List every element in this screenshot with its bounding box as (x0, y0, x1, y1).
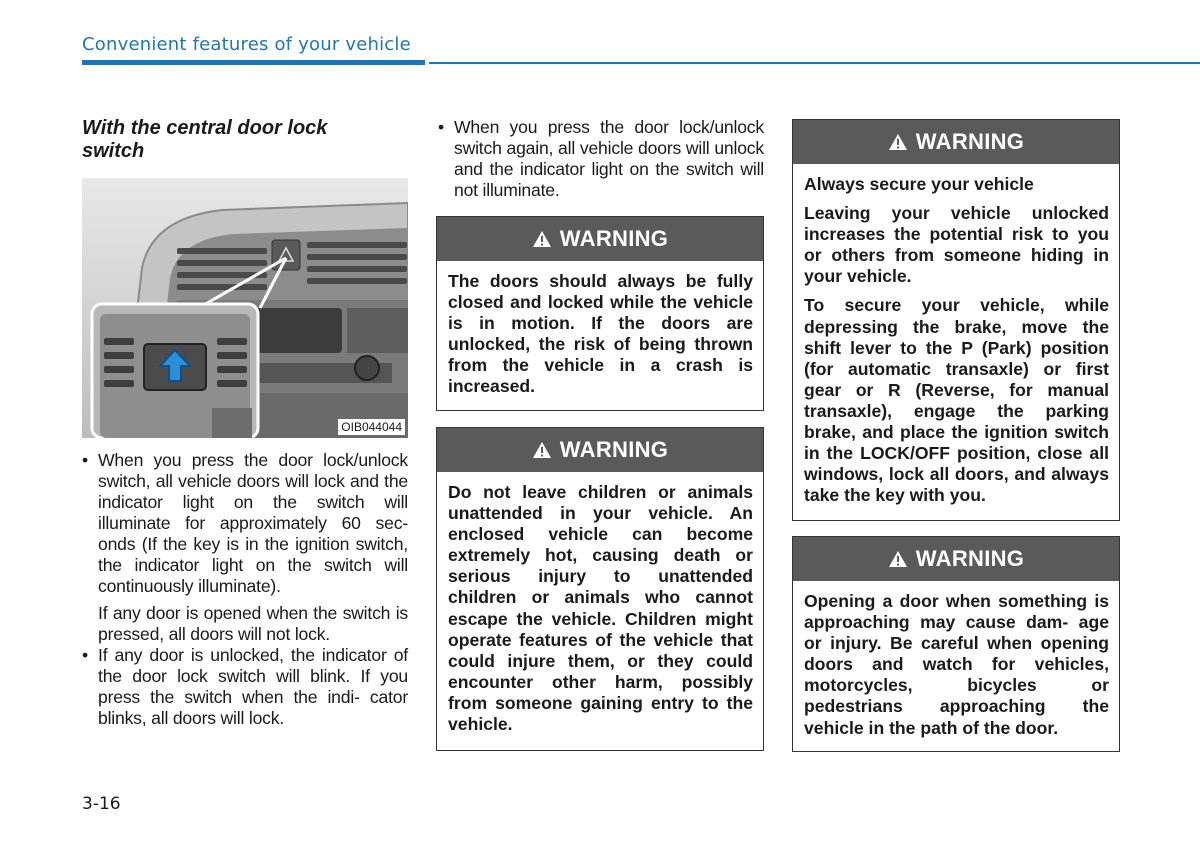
warning-triangle-icon (532, 230, 552, 248)
warning-triangle-icon (532, 441, 552, 459)
warning-header (437, 217, 763, 261)
warning-heading: WARNING (559, 437, 669, 462)
warning-text: The doors should always be fully closed and locked while the vehicle is in motion. If the doors are unlocked, the risk of being thrown from the vehicle in a crash is increased. (448, 271, 753, 397)
section-header-title: Convenient features of your vehicle (82, 34, 411, 55)
bullet-sub-paragraph: If any door is opened when the switch is pressed, all doors will not lock. (98, 603, 408, 644)
warning-text: Leaving your vehicle unlocked increases the potential risk to you or others from someone hiding in your vehicle. (804, 203, 1109, 287)
warning-heading: WARNING (915, 129, 1025, 154)
warning-text: Do not leave children or animals unattended in your vehicle. An enclosed vehicle can become extremely hot, causing death or serious injury to unattended children or animals who cannot escape the vehicle. Children might operate features of the vehicle that could injure them, or they could encounter other harm, possibly from someone gaining entry to the vehicle. (448, 482, 753, 735)
header-rule-thin (429, 62, 1200, 64)
figure-caption: OIB044044 (338, 419, 405, 435)
dashboard-illustration (82, 178, 408, 438)
warning-header (793, 537, 1119, 581)
subsection-title: With the central door lock switch (82, 117, 328, 162)
warning-header (793, 120, 1119, 164)
warning-triangle-icon (888, 550, 908, 568)
warning-text: To secure your vehicle, while depressing the brake, move the shift lever to the P (Park) position (for automatic transaxle) or first gear or R (Reverse, for manual transaxle), engage the parking brake, and place the ignition switch in the LOCK/OFF position, close all windows, lock all doors, and always take the key with you. (804, 295, 1109, 506)
warning-box (436, 427, 764, 751)
warning-body (793, 581, 1119, 749)
warning-heading: WARNING (559, 226, 669, 251)
bullet-item: • When you press the door lock/unlock switch, all vehicle doors will lock and the indicator light on the switch will illuminate for approximately 60 sec- onds (If the key is in the ignition switch, the indicator light on the switch will continuously illuminate). (82, 450, 408, 597)
warning-heading: WARNING (915, 546, 1025, 571)
warning-header (437, 428, 763, 472)
warning-box (792, 119, 1120, 521)
door-lock-switch-figure (82, 178, 408, 438)
warning-body (437, 261, 763, 408)
warning-box (792, 536, 1120, 752)
column2-bullets (438, 117, 764, 201)
warning-body (437, 472, 763, 745)
bullet-item: • If any door is unlocked, the indicator of the door lock switch will blink. If you press the switch when the indi- cator blinks, all doors will lock. (82, 645, 408, 729)
warning-triangle-icon (888, 133, 908, 151)
bullet-item: • When you press the door lock/unlock switch again, all vehicle doors will unlock and the indicator light on the switch will not illuminate. (438, 117, 764, 201)
warning-body (793, 164, 1119, 516)
header-rule-thick (82, 60, 425, 65)
column1-bullets (82, 450, 408, 729)
warning-box (436, 216, 764, 411)
warning-text: Opening a door when something is approaching may cause dam- age or injury. Be careful when opening doors and watch for vehicles, motorcycles, bicycles or pedestrians approaching the vehicle in the path of the door. (804, 591, 1109, 738)
warning-subheading: Always secure your vehicle (804, 174, 1034, 194)
page-number: 3-16 (82, 794, 121, 814)
